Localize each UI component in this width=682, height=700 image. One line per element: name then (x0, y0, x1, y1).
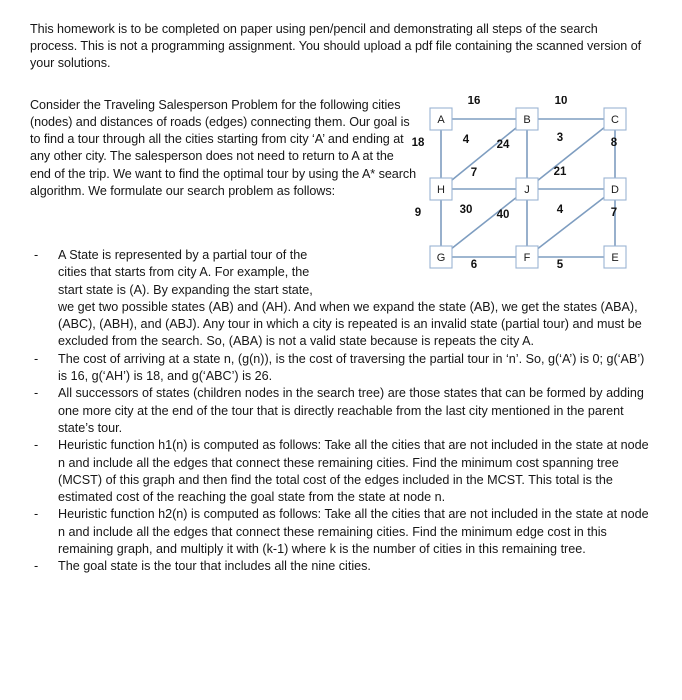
list-item (30, 385, 650, 437)
edge-weight-BJ: 24 (496, 139, 510, 151)
graph-edge-CJ (538, 128, 604, 181)
problem-statement-paragraph: Consider the Traveling Salesperson Problem for the following cities (nodes) and distances of roads (edges) connecting them. Our goal is to find a tour through all the cities starting from city ‘A’ and ending at any other city. The salesperson does not need to return to A at the end of the trip. We want to find the optimal tour by using the A* search algorithm. We formulate our search problem as follows: (30, 97, 417, 199)
edge-weight-BC: 10 (554, 96, 568, 107)
bullet-marker: - (34, 438, 39, 453)
list-item (30, 247, 650, 351)
list-item (30, 558, 650, 575)
graph-node-label-E: E (611, 252, 619, 264)
list-item (30, 351, 650, 386)
problem-formulation-list (30, 247, 650, 576)
bullet-goal-state: The goal state is the tour that includes all the nine cities. (58, 559, 371, 574)
edge-weight-CD: 8 (610, 137, 618, 149)
bullet-line: start state is (A). By expanding the start state, (58, 282, 313, 297)
graph-node-label-F: F (523, 252, 531, 264)
edge-weight-JF: 40 (496, 209, 510, 221)
edge-weight-HG: 9 (414, 207, 422, 219)
edge-weight-GF: 6 (470, 259, 478, 271)
bullet-line: cities that starts from city A. For example, the (58, 265, 310, 280)
graph-node-label-J: J (524, 184, 530, 196)
edge-weight-JG: 30 (459, 204, 473, 216)
edge-weight-JD: 21 (553, 166, 567, 178)
edge-weight-BH: 4 (462, 134, 470, 146)
graph-node-label-C: C (611, 114, 619, 126)
graph-edge-BH (452, 128, 516, 180)
edge-weight-DE: 7 (610, 207, 618, 219)
graph-node-label-G: G (436, 252, 446, 264)
bullet-marker: - (34, 507, 39, 522)
bullet-successors: All successors of states (children nodes in the search tree) are those states that can be formed by adding one more city at the end of the tour that is directly reachable from the last city mentioned in the parent state’s tour. (58, 386, 644, 435)
edge-weight-FE: 5 (556, 259, 564, 271)
list-item (30, 437, 650, 506)
edge-weight-HJ: 7 (470, 167, 478, 179)
bullet-state-definition (58, 247, 650, 351)
bullet-marker: - (34, 248, 39, 262)
graph-node-layer (430, 108, 626, 268)
graph-node-label-B: B (523, 114, 531, 126)
bullet-marker: - (34, 351, 39, 366)
edge-weight-CJ: 3 (556, 132, 564, 144)
bullet-cost-g: The cost of arriving at a state n, (g(n)), is the cost of traversing the partial tour in ‘n’. So, g(‘A’) is 0; g(‘AB’) is 16, g(‘AH’) is 18, and g(‘ABC’) is 26. (58, 351, 645, 384)
graph-node-label-D: D (611, 184, 619, 196)
bullet-line: we get two possible states (AB) and (AH). And when we expand the state (AB), we get the states (ABA), (ABC), (ABH), and (ABJ). Any tour in which a city is repeated is an invalid state (partial tour) and must be excluded from the search. So, (ABA) is not a valid state because is repeats the city A. (58, 299, 642, 349)
bullet-line: A State is represented by a partial tour of the (58, 248, 308, 262)
bullet-marker: - (34, 386, 39, 401)
list-item (30, 506, 650, 558)
edge-weight-AH: 18 (411, 137, 425, 149)
bullet-heuristic-h2: Heuristic function h2(n) is computed as follows: Take all the cities that are not included in the state at node n and include all the edges that connect these remaining cities. Find the minimum edge cost in this remaining graph, and multiply it with (k-1) where k is the number of cities in this remaining tree. (58, 507, 649, 557)
edge-weight-DF: 4 (556, 204, 564, 216)
bullet-marker: - (34, 559, 39, 574)
edge-weight-AB: 16 (467, 96, 481, 107)
graph-node-label-A: A (437, 114, 445, 126)
bullet-heuristic-h1: Heuristic function h1(n) is computed as follows: Take all the cities that are not included in the state at node n and include all the edges that connect these remaining cities. Find the minimum cost spanning tree (MCST) of this graph and then find the total cost of the edges included in the MCST. This total is the estimated cost of the reaching the goal state from the state at node n. (58, 438, 649, 505)
graph-edge-DF (538, 198, 604, 249)
intro-paragraph: This homework is to be completed on paper using pen/pencil and demonstrating all steps of the search process. This is not a programming assignment. You should upload a pdf file containing the scanned version of your solutions. (30, 21, 642, 71)
graph-node-label-H: H (437, 184, 445, 196)
